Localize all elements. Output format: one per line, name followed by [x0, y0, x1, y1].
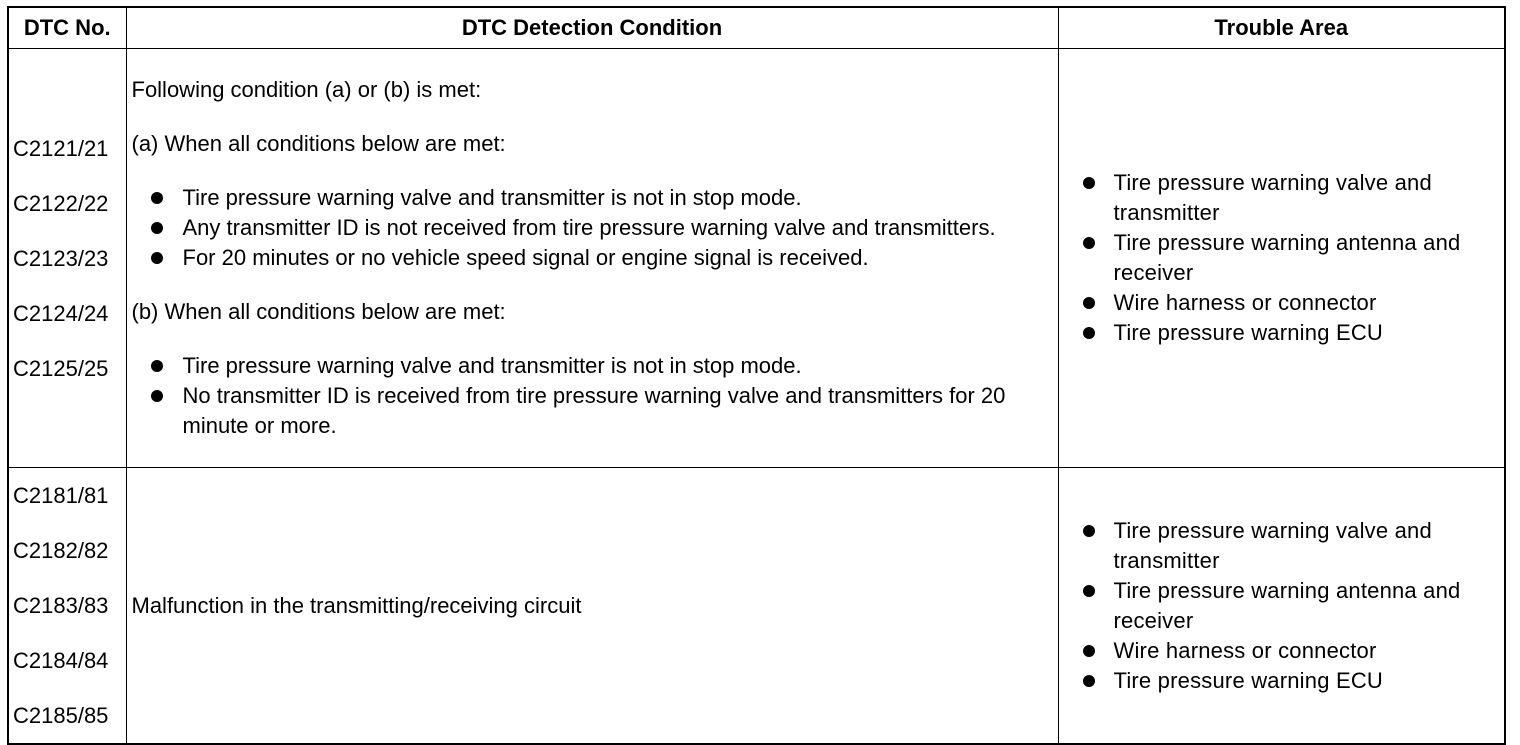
dtc-codes-cell	[8, 49, 126, 468]
list-item: For 20 minutes or no vehicle speed signal or engine signal is received.	[132, 243, 1058, 273]
list-item: Wire harness or connector	[1059, 288, 1505, 318]
header-condition: DTC Detection Condition	[126, 7, 1058, 49]
trouble-area-list	[1059, 516, 1505, 696]
table-row	[8, 468, 1505, 745]
list-item: Tire pressure warning antenna and receiver	[1059, 228, 1505, 288]
dtc-codes-cell	[8, 468, 126, 745]
list-item: Tire pressure warning valve and transmitter	[1059, 516, 1505, 576]
list-item: Tire pressure warning antenna and receiver	[1059, 576, 1505, 636]
list-item: No transmitter ID is received from tire pressure warning valve and transmitters for 20 minute or more.	[132, 381, 1058, 441]
list-item: Any transmitter ID is not received from tire pressure warning valve and transmitters.	[132, 213, 1058, 243]
condition-a-list	[132, 183, 1058, 273]
list-item: Tire pressure warning valve and transmitter is not in stop mode.	[132, 351, 1058, 381]
dtc-code: C2121/21	[13, 135, 109, 161]
condition-text: Malfunction in the transmitting/receiving circuit	[131, 592, 582, 618]
list-item: Tire pressure warning ECU	[1059, 318, 1505, 348]
trouble-area-cell	[1058, 49, 1505, 468]
dtc-code: C2182/82	[13, 538, 109, 563]
dtc-code: C2124/24	[13, 300, 109, 326]
table-row	[8, 49, 1505, 468]
list-item: Wire harness or connector	[1059, 636, 1505, 666]
header-dtc-no: DTC No.	[8, 7, 126, 49]
condition-intro: Following condition (a) or (b) is met:	[131, 77, 482, 102]
dtc-table	[7, 6, 1506, 745]
header-trouble-area: Trouble Area	[1058, 7, 1505, 49]
header-row	[8, 7, 1505, 49]
dtc-code: C2122/22	[13, 190, 109, 216]
condition-b-heading: (b) When all conditions below are met:	[131, 299, 506, 324]
dtc-code: C2125/25	[13, 355, 109, 381]
dtc-code: C2123/23	[13, 245, 109, 271]
trouble-area-list	[1059, 168, 1505, 348]
dtc-code-list	[9, 468, 126, 743]
condition-b-list	[132, 351, 1058, 441]
dtc-code: C2181/81	[13, 483, 109, 508]
condition-cell	[126, 49, 1058, 468]
condition-cell	[126, 468, 1058, 745]
list-item: Tire pressure warning valve and transmitter	[1059, 168, 1505, 228]
list-item: Tire pressure warning ECU	[1059, 666, 1505, 696]
dtc-code-list	[9, 121, 126, 396]
dtc-code: C2183/83	[13, 593, 109, 618]
condition-a-heading: (a) When all conditions below are met:	[131, 131, 506, 156]
trouble-area-cell	[1058, 468, 1505, 745]
list-item: Tire pressure warning valve and transmitter is not in stop mode.	[132, 183, 1058, 213]
dtc-code: C2184/84	[13, 648, 109, 673]
dtc-code: C2185/85	[13, 703, 109, 728]
